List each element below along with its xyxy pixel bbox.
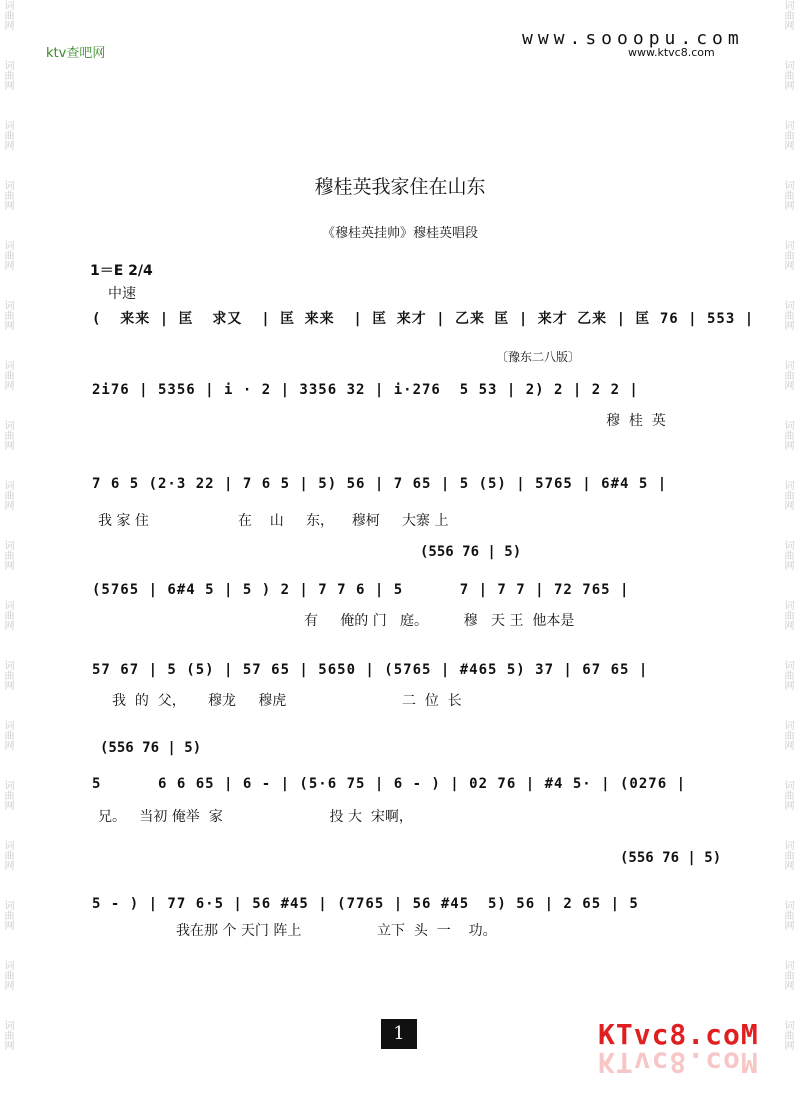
side-watermark-text: 词曲网 <box>2 540 13 570</box>
side-watermark-text: 词曲网 <box>782 720 793 750</box>
side-watermark-text: 词曲网 <box>2 300 13 330</box>
notation-line: 5 - ) | 77 6·5 | 56 #45 | (7765 | 56 #45 5) 56 | 2 65 | 5 <box>92 896 639 912</box>
notation-line: 2i76 | 5356 | i · 2 | 3356 32 | i·276 5 53 | 2) 2 | 2 2 | <box>92 382 639 398</box>
side-watermark-text: 词曲网 <box>782 840 793 870</box>
side-watermark-text: 词曲网 <box>2 780 13 810</box>
section-label: 〔豫东二八版〕 <box>496 350 581 364</box>
sub-notation: (556 76 | 5) <box>620 850 722 866</box>
side-watermark-text: 词曲网 <box>782 600 793 630</box>
logo-reflection: KTvc8.coM <box>598 1046 759 1079</box>
side-watermark-text: 词曲网 <box>782 960 793 990</box>
side-watermark-text: 词曲网 <box>782 780 793 810</box>
site-logo <box>598 1018 759 1079</box>
side-watermark-text: 词曲网 <box>2 600 13 630</box>
side-watermark-text: 词曲网 <box>2 1020 13 1050</box>
side-watermark-text: 词曲网 <box>782 120 793 150</box>
lyric-line: 兄。 当初 俺举 家 投 大 宋啊， <box>98 809 413 825</box>
notation-line: 57 67 | 5 (5) | 57 65 | 5650 | (5765 | #465 5) 37 | 67 65 | <box>92 662 649 678</box>
side-watermark-text: 词曲网 <box>782 1020 793 1050</box>
tempo-marking: 中速 <box>108 286 136 302</box>
side-watermark-text: 词曲网 <box>2 720 13 750</box>
lyric-line: 有 俺的 门 庭。 穆 天 王 他本是 <box>304 613 575 629</box>
side-watermark-left <box>2 0 18 1110</box>
notation-line: ( 来来 | 匡 求又 | 匡 来来 | 匡 来才 | 乙来 匡 | 来才 乙来 | 匡 76 | 553 | <box>92 311 755 327</box>
side-watermark-text: 词曲网 <box>2 960 13 990</box>
site-name-left: ktv查吧网 <box>46 46 106 61</box>
side-watermark-text: 词曲网 <box>782 660 793 690</box>
side-watermark-text: 词曲网 <box>2 60 13 90</box>
lyric-line: 我 家 住 在 山 东， 穆柯 大寨 上 <box>98 513 449 529</box>
side-watermark-text: 词曲网 <box>782 300 793 330</box>
side-watermark-text: 词曲网 <box>2 120 13 150</box>
side-watermark-text: 词曲网 <box>2 360 13 390</box>
notation-line: 7 6 5 (2·3 22 | 7 6 5 | 5) 56 | 7 65 | 5 (5) | 5765 | 6#4 5 | <box>92 476 668 492</box>
page-number: 1 <box>381 1019 417 1049</box>
lyric-line: 穆 桂 英 <box>606 413 666 429</box>
side-watermark-text: 词曲网 <box>782 900 793 930</box>
key-signature: 1＝E 2/4 <box>90 263 153 279</box>
song-title: 穆桂英我家住在山东 <box>314 176 486 198</box>
side-watermark-text: 词曲网 <box>2 0 13 30</box>
sub-notation: (556 76 | 5) <box>100 740 202 756</box>
side-watermark-text: 词曲网 <box>2 420 13 450</box>
side-watermark-text: 词曲网 <box>782 60 793 90</box>
side-watermark-right <box>782 0 798 1110</box>
side-watermark-text: 词曲网 <box>2 480 13 510</box>
side-watermark-text: 词曲网 <box>782 0 793 30</box>
side-watermark-text: 词曲网 <box>2 240 13 270</box>
side-watermark-text: 词曲网 <box>2 900 13 930</box>
notation-line: (5765 | 6#4 5 | 5 ) 2 | 7 7 6 | 5 7 | 7 7 | 72 765 | <box>92 582 630 598</box>
notation-line: 5 6 6 65 | 6 - | (5·6 75 | 6 - ) | 02 76 | #4 5· | (0276 | <box>92 776 687 792</box>
site-url: www.sooopu.com <box>522 28 744 49</box>
song-subtitle: 《穆桂英挂帅》穆桂英唱段 <box>321 226 478 241</box>
side-watermark-text: 词曲网 <box>2 180 13 210</box>
side-watermark-text: 词曲网 <box>782 480 793 510</box>
side-watermark-text: 词曲网 <box>2 840 13 870</box>
lyric-line: 我 的 父， 穆龙 穆虎 二 位 长 <box>112 693 462 709</box>
side-watermark-text: 词曲网 <box>782 360 793 390</box>
logo-text: KTvc8.coM <box>598 1018 759 1051</box>
sub-notation: (556 76 | 5) <box>420 544 522 560</box>
lyric-line: 我在那 个 天门 阵上 立下 头 一 功。 <box>176 923 497 939</box>
site-url-secondary: www.ktvc8.com <box>628 46 715 59</box>
side-watermark-text: 词曲网 <box>782 420 793 450</box>
side-watermark-text: 词曲网 <box>782 180 793 210</box>
side-watermark-text: 词曲网 <box>2 660 13 690</box>
side-watermark-text: 词曲网 <box>782 240 793 270</box>
side-watermark-text: 词曲网 <box>782 540 793 570</box>
